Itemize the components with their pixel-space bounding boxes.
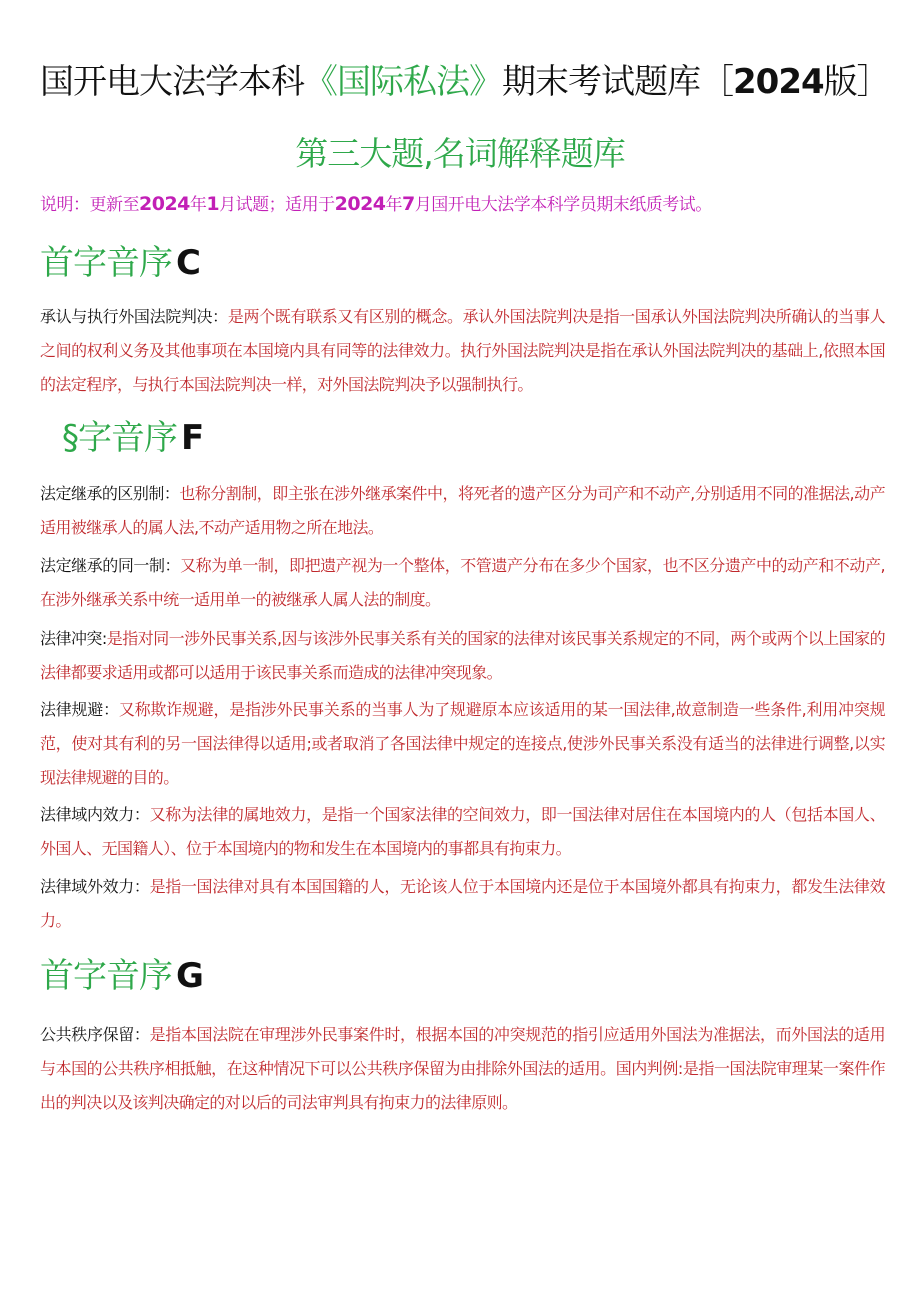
entry-definition: 是指对同一涉外民事关系,因与该涉外民事关系有关的国家的法律对该民事关系规定的不同，两个或两个以上国家的法律都要求适用或都可以适用于该民事关系而造成的法律冲突现象。 (40, 629, 885, 682)
note-text: 月试题；适用于 (219, 195, 335, 215)
document-title (40, 58, 920, 106)
title-year: 2024 (733, 62, 824, 102)
section-heading-c (40, 240, 200, 286)
entry-term: 法定继承的区别制： (40, 484, 180, 503)
glossary-entry (40, 622, 885, 690)
update-note (40, 190, 712, 219)
glossary-entry (40, 477, 885, 545)
section-heading-g (40, 953, 203, 999)
entry-definition: 是指一国法律对具有本国国籍的人，无论该人位于本国境内还是位于本国境外都具有拘束力，都发生法律效力。 (40, 877, 885, 930)
title-edition: 版］ (823, 62, 890, 102)
note-text: 说明：更新至 (40, 195, 139, 215)
entry-term: 法律域内效力： (40, 805, 150, 824)
section-heading-text: §字音序 (62, 418, 177, 458)
title-prefix: 国开电大法学本科 (40, 62, 304, 102)
entry-definition: 又称欺诈规避，是指涉外民事关系的当事人为了规避原本应该适用的某一国法律,故意制造一些条件,利用冲突规范，使对其有利的另一国法律得以适用;或者取消了各国法律中规定的连接点,使涉外民事关系没有适当的法律进行调整,以实现法律规避的目的。 (40, 700, 885, 787)
entry-term: 法律规避： (40, 700, 119, 719)
entry-definition: 又称为法律的属地效力，是指一个国家法律的空间效力，即一国法律对居住在本国境内的人（包括本国人、外国人、无国籍人）、位于本国境内的物和发生在本国境内的事都具有拘束力。 (40, 805, 885, 858)
note-month: 1 (206, 193, 220, 215)
entry-definition: 也称分割制，即主张在涉外继承案件中，将死者的遗产区分为司产和不动产,分别适用不同的准据法,动产适用被继承人的属人法,不动产适用物之所在地法。 (40, 484, 885, 537)
document-subtitle: 第三大题,名词解释题库 (295, 134, 625, 173)
note-year: 2024 (334, 193, 386, 215)
glossary-entry (40, 300, 885, 402)
section-letter: G (176, 956, 203, 996)
note-text: 月国开电大法学本科学员期末纸质考试。 (414, 195, 712, 215)
entry-term: 公共秩序保留： (40, 1025, 150, 1044)
glossary-entry (40, 870, 885, 938)
entry-definition: 是两个既有联系又有区别的概念。承认外国法院判决是指一国承认外国法院判决所确认的当事人之间的权利义务及其他事项在本国境内具有同等的法律效力。执行外国法院判决是指在承认外国法院判决的基础上,依照本国的法定程序，与执行本国法院判决一样，对外国法院判决予以强制执行。 (40, 307, 885, 394)
section-heading-text: 首字音序 (40, 243, 172, 283)
glossary-entry (40, 693, 885, 795)
entry-term: 承认与执行外国法院判决： (40, 307, 228, 326)
note-text: 年 (189, 195, 207, 215)
section-heading-text: 首字音序 (40, 956, 172, 996)
glossary-entry (40, 798, 885, 866)
note-text: 年 (385, 195, 403, 215)
note-month: 7 (402, 193, 415, 215)
entry-definition: 又称为单一制，即把遗产视为一个整体，不管遗产分布在多少个国家，也不区分遗产中的动产和不动产,在涉外继承关系中统一适用单一的被继承人属人法的制度。 (40, 556, 885, 609)
glossary-entry (40, 1018, 885, 1120)
entry-term: 法定继承的同一制： (40, 556, 181, 575)
glossary-entry (40, 549, 885, 617)
note-year: 2024 (139, 193, 190, 215)
entry-term: 法律域外效力： (40, 877, 150, 896)
section-heading-f (62, 415, 203, 461)
section-letter: C (176, 243, 200, 283)
entry-term: 法律冲突: (40, 629, 107, 648)
section-letter: F (181, 418, 204, 458)
title-suffix: 期末考试题库［ (502, 62, 733, 102)
title-course-name: 《国际私法》 (304, 62, 502, 102)
entry-definition: 是指本国法院在审理涉外民事案件时，根据本国的冲突规范的指引应适用外国法为准据法，而外国法的适用与本国的公共秩序相抵触，在这种情况下可以公共秩序保留为由排除外国法的适用。国内判例:是指一国法院审理某一案件作出的判决以及该判决确定的对以后的司法审判具有拘束力的法律原则。 (40, 1025, 885, 1112)
